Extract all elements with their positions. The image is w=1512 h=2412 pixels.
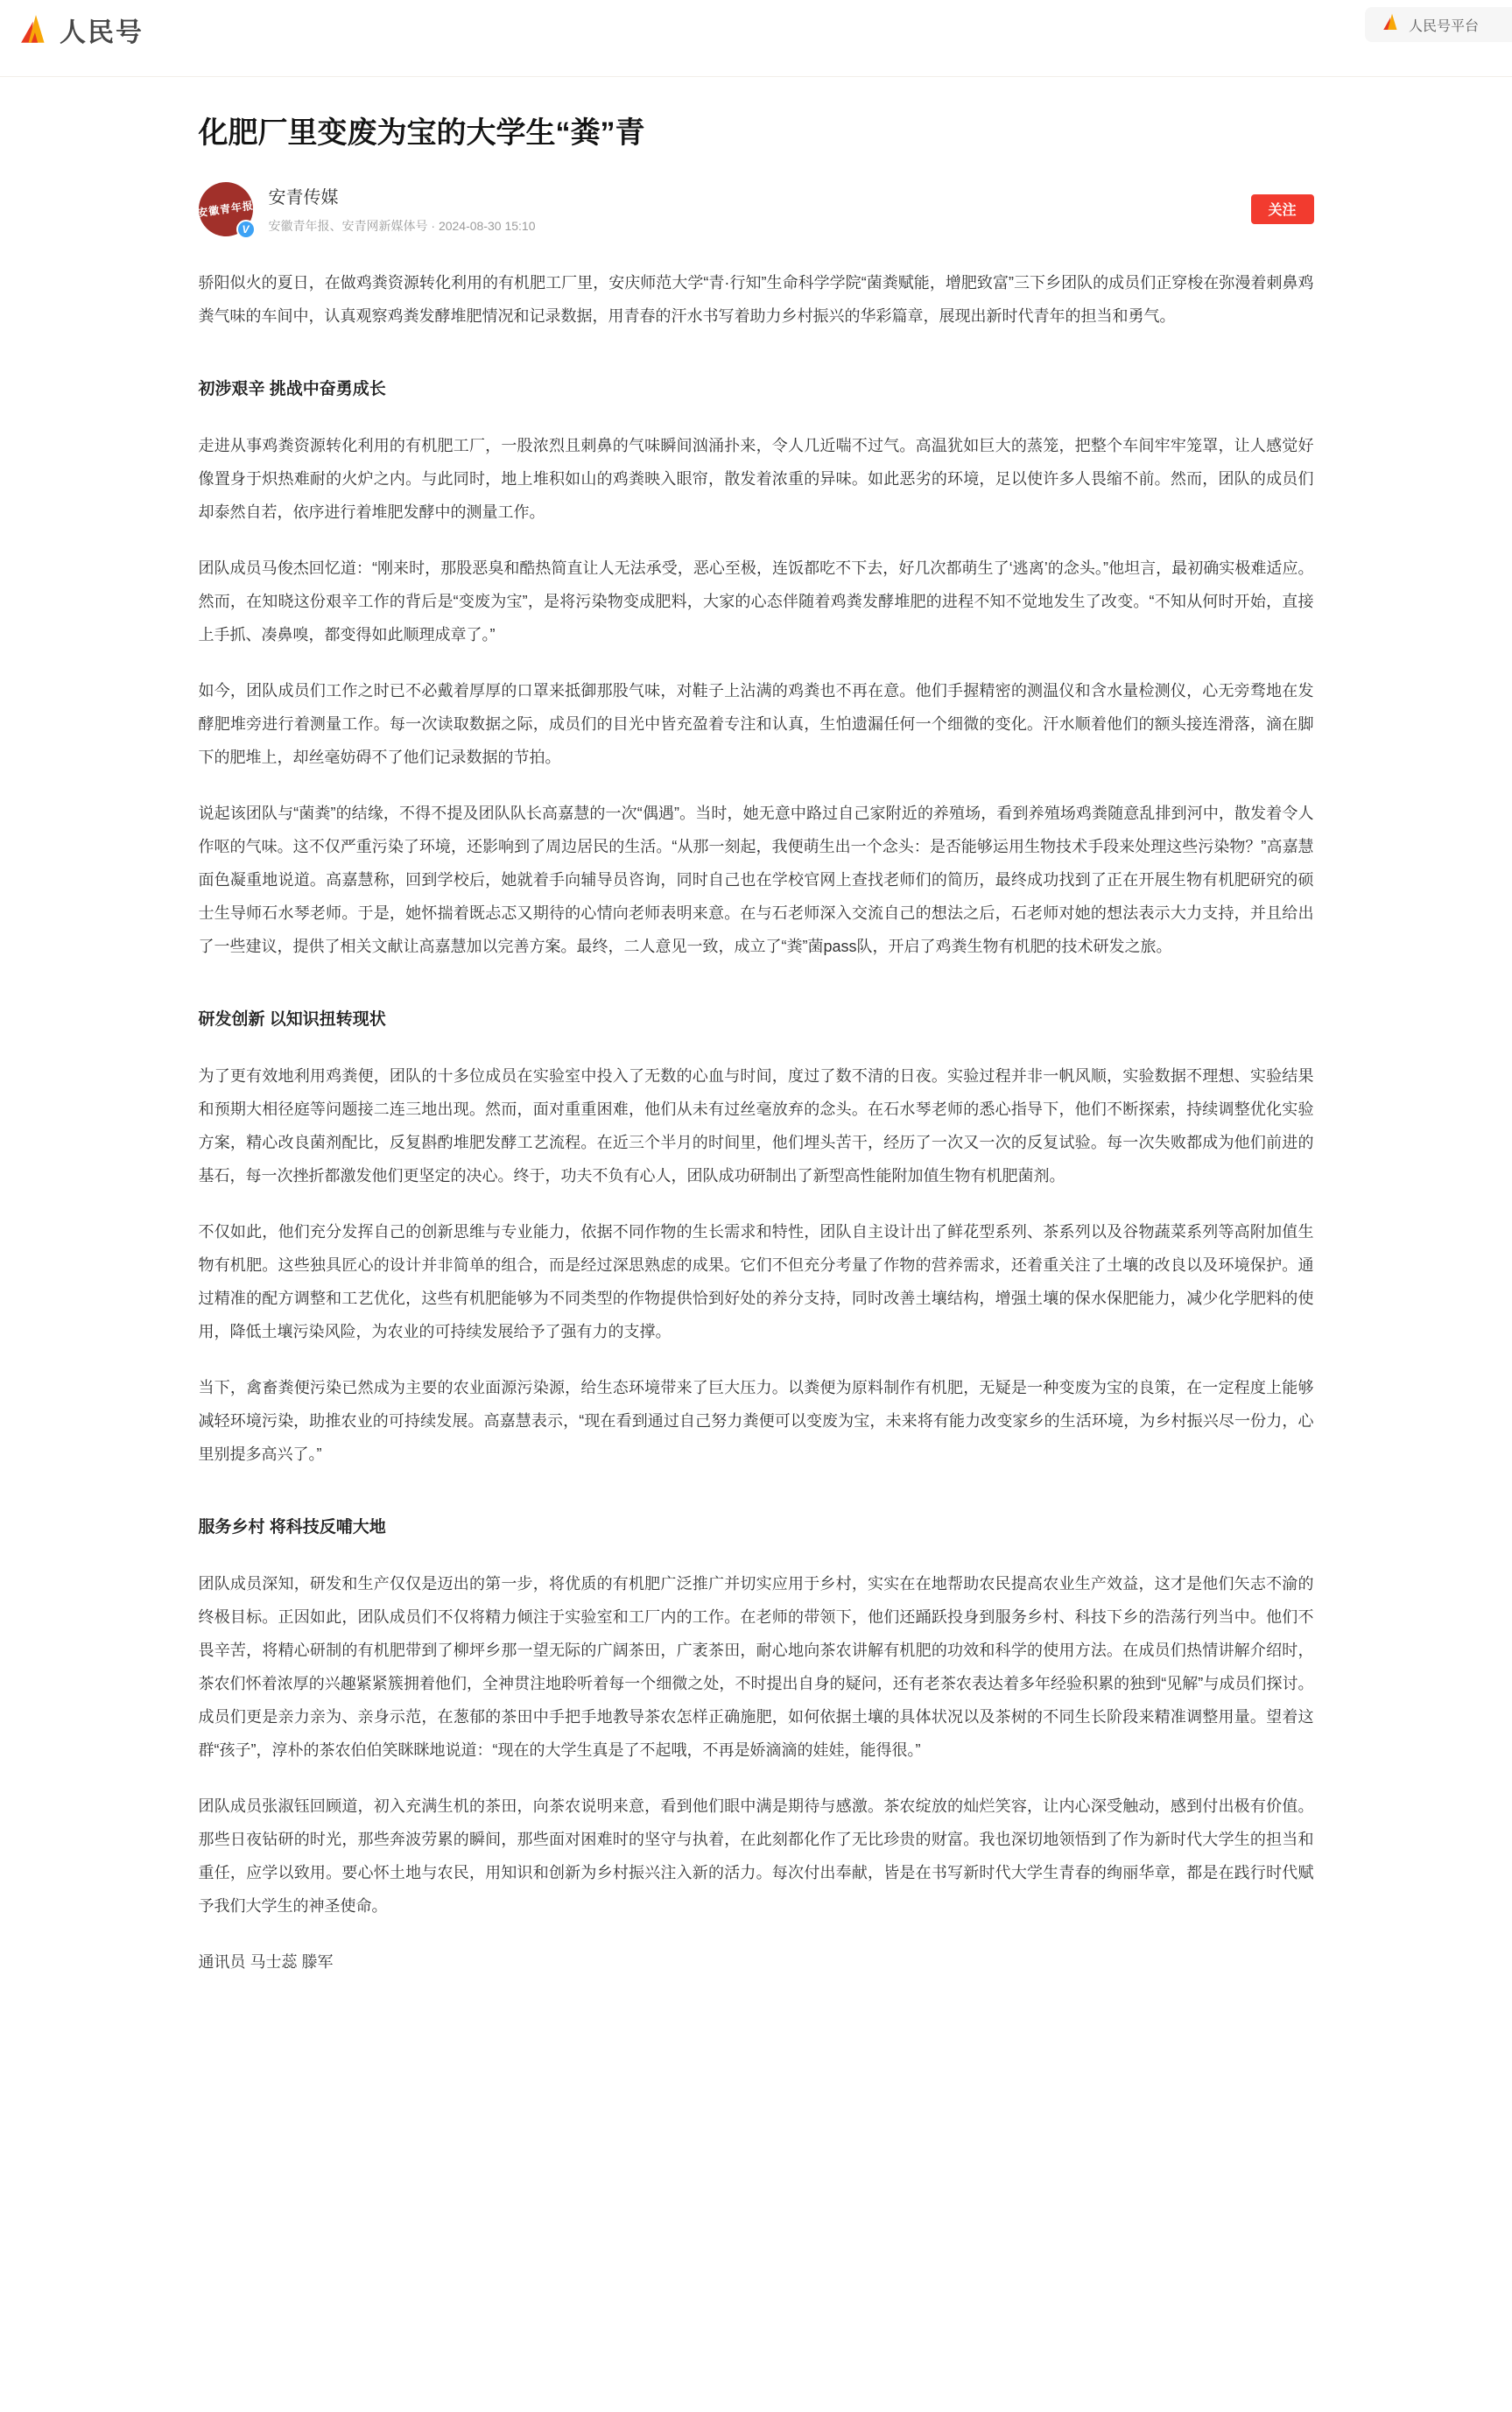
correspondent-byline: 通讯员 马士蕊 滕军 — [198, 1952, 334, 1971]
article-paragraph: 说起该团队与“菌粪”的结缘，不得不提及团队队长高嘉慧的一次“偶遇”。当时，她无意中路过自己家附近的养殖场，看到养殖场鸡粪随意乱排到河中，散发着令人作呕的气味。这不仅严重污染了环境，还影响到了周边居民的生活。“从那一刻起，我便萌生出一个念头：是否能够运用生物技术手段来处理这些污染物？”高嘉慧面色凝重地说道。高嘉慧称，回到学校后，她就着手向辅导员咨询，同时自己也在学校官网上查找老师们的简历，最终成功找到了正在开展生物有机肥研究的硕士生导师石水琴老师。于是，她怀揣着既忐忑又期待的心情向老师表明来意。在与石老师深入交流自己的想法之后，石老师对她的想法表示大力支持，并且给出了一些建议，提供了相关文献让高嘉慧加以完善方案。最终，二人意见一致，成立了“粪”菌pass队，开启了鸡粪生物有机肥的技术研发之旅。 — [198, 804, 1314, 955]
avatar-text: 安徽青年报 — [196, 199, 255, 220]
author-name[interactable]: 安青传媒 — [268, 188, 339, 208]
article-paragraph: 走进从事鸡粪资源转化利用的有机肥工厂，一股浓烈且刺鼻的气味瞬间汹涌扑来，令人几近喘不过气。高温犹如巨大的蒸笼，把整个车间牢牢笼罩，让人感觉好像置身于炽热难耐的火炉之内。与此同时，地上堆积如山的鸡粪映入眼帘，散发着浓重的异味。如此恶劣的环境，足以使许多人畏缩不前。然而，团队的成员们却泰然自若，依序进行着堆肥发酵中的测量工作。 — [198, 436, 1314, 521]
section-heading: 初涉艰辛 挑战中奋勇成长 — [198, 379, 386, 398]
platform-logo-icon — [1382, 13, 1402, 36]
site-header — [0, 0, 1512, 77]
author-row — [196, 182, 1314, 236]
logo-text: 人民号 — [60, 18, 144, 47]
author-info — [269, 183, 536, 235]
section-heading: 服务乡村 将科技反哺大地 — [198, 1517, 386, 1537]
platform-button-label: 人民号平台 — [1408, 18, 1479, 34]
article-paragraph: 当下，禽畜粪便污染已然成为主要的农业面源污染源，给生态环境带来了巨大压力。以粪便为原料制作有机肥，无疑是一种变废为宝的良策，在一定程度上能够减轻环境污染，助推农业的可持续发展。高嘉慧表示，“现在看到通过自己努力粪便可以变废为宝，未来将有能力改变家乡的生活环境，为乡村振兴尽一份力，心里别提多高兴了。” — [198, 1378, 1314, 1463]
article-body — [199, 266, 1314, 2036]
article-paragraph: 团队成员张淑钰回顾道，初入充满生机的茶田，向茶农说明来意，看到他们眼中满是期待与感激。茶农绽放的灿烂笑容，让内心深受触动，感到付出极有价值。那些日夜钻研的时光，那些奔波劳累的瞬间，那些面对困难时的坚守与执着，在此刻都化作了无比珍贵的财富。我也深切地领悟到了作为新时代大学生的担当和重任，应学以致用。要心怀土地与农民，用知识和创新为乡村振兴注入新的活力。每次付出奉献，皆是在书写新时代大学生青春的绚丽华章，都是在践行时代赋予我们大学生的神圣使命。 — [198, 1797, 1314, 1915]
article-page — [196, 77, 1314, 2036]
article-paragraph: 不仅如此，他们充分发挥自己的创新思维与专业能力，依据不同作物的生长需求和特性，团队自主设计出了鲜花型系列、茶系列以及谷物蔬菜系列等高附加值生物有机肥。这些独具匠心的设计并非简单的组合，而是经过深思熟虑的成果。它们不但充分考量了作物的营养需求，还着重关注了土壤的改良以及环境保护。通过精准的配方调整和工艺优化，这些有机肥能够为不同类型的作物提供恰到好处的养分支持，同时改善土壤结构，增强土壤的保水保肥能力，减少化学肥料的使用，降低土壤污染风险，为农业的可持续发展给予了强有力的支撑。 — [198, 1222, 1314, 1340]
section-heading: 研发创新 以知识扭转现状 — [198, 1009, 386, 1029]
verified-badge-icon: V — [236, 220, 256, 239]
article-paragraph: 为了更有效地利用鸡粪便，团队的十多位成员在实验室中投入了无数的心血与时间，度过了数不清的日夜。实验过程并非一帆风顺，实验数据不理想、实验结果和预期大相径庭等问题接二连三地出现。然而，面对重重困难，他们从未有过丝毫放弃的念头。在石水琴老师的悉心指导下，他们不断探索，持续调整优化实验方案，精心改良菌剂配比，反复斟酌堆肥发酵工艺流程。在近三个半月的时间里，他们埋头苦干，经历了一次又一次的反复试验。每一次失败都成为他们前进的基石，每一次挫折都激发他们更坚定的决心。终于，功夫不负有心人，团队成功研制出了新型高性能附加值生物有机肥菌剂。 — [198, 1066, 1314, 1185]
article-title: 化肥厂里变废为宝的大学生“粪”青 — [198, 116, 645, 150]
paper-plane-logo-icon — [19, 14, 53, 46]
platform-button[interactable] — [1365, 7, 1512, 42]
peoples-daily-logo[interactable] — [19, 11, 144, 49]
article-paragraph: 骄阳似火的夏日，在做鸡粪资源转化利用的有机肥工厂里，安庆师范大学“青·行知”生命科学学院“菌粪赋能，增肥致富”三下乡团队的成员们正穿梭在弥漫着刺鼻鸡粪气味的车间中，认真观察鸡粪发酵堆肥情况和记录数据，用青春的汗水书写着助力乡村振兴的华彩篇章，展现出新时代青年的担当和勇气。 — [198, 273, 1314, 325]
author-avatar[interactable] — [196, 182, 255, 236]
author-meta: 安徽青年报、安青网新媒体号 · 2024-08-30 15:10 — [268, 219, 536, 234]
follow-button[interactable]: 关注 — [1251, 194, 1314, 224]
article-paragraph: 如今，团队成员们工作之时已不必戴着厚厚的口罩来抵御那股气味，对鞋子上沾满的鸡粪也不再在意。他们手握精密的测温仪和含水量检测仪，心无旁骛地在发酵肥堆旁进行着测量工作。每一次读取数据之际，成员们的目光中皆充盈着专注和认真，生怕遗漏任何一个细微的变化。汗水顺着他们的额头接连滑落，滴在脚下的肥堆上，却丝毫妨碍不了他们记录数据的节拍。 — [198, 681, 1314, 766]
article-paragraph: 团队成员深知，研发和生产仅仅是迈出的第一步，将优质的有机肥广泛推广并切实应用于乡村，实实在在地帮助农民提高农业生产效益，这才是他们矢志不渝的终极目标。正因如此，团队成员们不仅将精力倾注于实验室和工厂内的工作。在老师的带领下，他们还踊跃投身到服务乡村、科技下乡的浩荡行列当中。他们不畏辛苦，将精心研制的有机肥带到了柳坪乡那一望无际的广阔茶田，广袤茶田，耐心地向茶农讲解有机肥的功效和科学的使用方法。在成员们热情讲解介绍时，茶农们怀着浓厚的兴趣紧紧簇拥着他们，全神贯注地聆听着每一个细微之处，不时提出自身的疑问，还有老茶农表达着多年经验积累的独到“见解”与成员们探讨。成员们更是亲力亲为、亲身示范，在葱郁的茶田中手把手地教导茶农怎样正确施肥，如何依据土壤的具体状况以及茶树的不同生长阶段来精准调整用量。望着这群“孩子”，淳朴的茶农伯伯笑眯眯地说道：“现在的大学生真是了不起哦，不再是娇滴滴的娃娃，能得很。” — [198, 1574, 1314, 1759]
article-paragraph: 团队成员马俊杰回忆道：“刚来时，那股恶臭和酷热简直让人无法承受，恶心至极，连饭都吃不下去，好几次都萌生了‘逃离’的念头。”他坦言，最初确实极难适应。然而，在知晓这份艰辛工作的背后是“变废为宝”，是将污染物变成肥料，大家的心态伴随着鸡粪发酵堆肥的进程不知不觉地发生了改变。“不知从何时开始，直接上手抓、凑鼻嗅，都变得如此顺理成章了。” — [198, 559, 1314, 643]
